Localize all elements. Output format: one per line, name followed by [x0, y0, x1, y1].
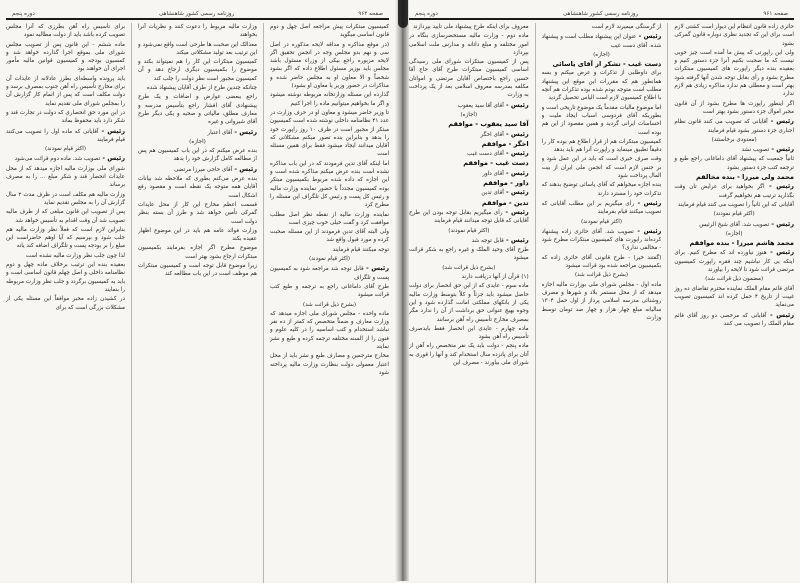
speaker-name: رئیس - [769, 145, 794, 154]
left-col-2 [138, 23, 257, 583]
right-page-header [409, 4, 794, 17]
column-divider [535, 23, 536, 583]
speaker-paragraph [138, 165, 257, 174]
speaker-paragraph [674, 248, 794, 274]
speech-text: آقای دست غیب [467, 151, 504, 158]
body-paragraph: توجه میکنند قیام فرمایند [332, 246, 389, 253]
body-paragraph: ولی این راپورتی که پیش ما آمده است چیز خوبی نیست که ما صحبت بکنیم آنرا جزء دستور کنیم و بعقیده بنده دیگر راپورت های کمیسیون مبتکرات مطرح بشود و رأی بقابل توجه شدن آنها گرفته شود بهتر است و معطلی هم ندارد مذاکره زیادی هم لازم ندارد [674, 49, 794, 98]
body-paragraph: بنده اجازه میخواهم که آقای یاسائی توضیح بدهند که تذکرات خود را مسترد دارند [541, 182, 662, 197]
right-col-2 [542, 23, 662, 583]
member-statement: دست غیب - تشکر از آقای یاسائی [552, 60, 662, 69]
speaker-paragraph [409, 208, 529, 226]
speaker-paragraph [409, 101, 529, 110]
speaker-paragraph [409, 130, 529, 139]
body-paragraph: طرح آقای وحید الملک و غیره راجع به شکر قرائت میشود [408, 247, 529, 262]
column-divider [131, 23, 132, 583]
speaker-name: رئیس - [502, 207, 529, 216]
left-gazette-title: روزنامه رسمی کشور شاهنشاهی [158, 11, 235, 17]
speaker-name: رئیس - [232, 164, 257, 173]
stage-direction: (اکثر قیام نمودند) [713, 211, 755, 218]
body-paragraph: اما اینکه آقای تدین فرمودند که در این باب مذاکره نشده است بنده عرض میکنم مذاکره شده است و این اجازه که داده شده مربوط بکمیسیون مبتکر بوده کمیسیون مجدداً با حضور نماینده وزارت مالیه و رئیس کل پست و رئیس کل تلگراف این مسئله را مطرح کرد [270, 160, 389, 209]
speech-text: تصویب شد. آقای شیخ الرئیس [699, 221, 770, 228]
speaker-paragraph [409, 236, 529, 245]
speaker-paragraph [6, 154, 125, 163]
ink-blot [398, 0, 408, 28]
speech-text: تصویب نشد [741, 147, 770, 154]
member-statement: دست غیب - موافقم [463, 159, 529, 168]
speaker-name: رئیس - [769, 219, 794, 228]
body-paragraph: باید پرونده واسطه‌ای بطرز عادلانه از عایدات آن برای مخارج تأسیس راه آهن جنوب بمصرف برسد و دولت مکلف است که پس از اتمام کار گزارش آن را بمجلس شورای ملی تقدیم نماید [6, 75, 125, 107]
speaker-paragraph [409, 169, 529, 178]
stage-direction: (اجازه) [593, 51, 610, 58]
body-paragraph: در کشیدن زاده محبر موافقاً این مسئله یکی از مشکلات بزرگی است که برای [6, 296, 125, 311]
body-paragraph: چنانکه چندین طرح از طرف آقایان پیشنهاد شده [146, 85, 257, 92]
member-statement: تدین - موافقم [481, 198, 529, 207]
speaker-paragraph [674, 182, 794, 200]
body-paragraph: کمیسیون مبتکرات هم از قرار اطلاع هم بوده کار را دقیقاً تطبیق مینماید و راپورت آنرا هم باید بدهد [541, 138, 662, 154]
speaker-name: رئیس - [766, 310, 794, 319]
body-paragraph: مخارج مترجمین و مصارف طبع و نشر باید از محل اعتبار معمولی دولت بنظارت وزارت مالیه پرداخته شود [270, 353, 389, 376]
stage-direction: (اجازه) [189, 138, 206, 145]
body-paragraph: از گرسنگی میمیرند لازم است [591, 24, 662, 30]
body-paragraph: وزارت مالیه مربوط را دعوت کنند و نظریات آنرا بخواهند [138, 24, 257, 39]
speaker-name: رئیس - [636, 32, 662, 41]
body-paragraph: ولی البته آقای تدین فرمودند از این مسئله صحبت کرده و مورد قبول واقع شد [270, 229, 389, 244]
body-paragraph: برای تأسیس راه آهن بطرزی که آنرا مجلس تصویب کرده باشد باید از دولت مطالبه نمود [6, 24, 125, 39]
speaker-paragraph [542, 199, 662, 217]
speaker-name: رئیس - [634, 198, 662, 207]
body-paragraph: (گفتند خیر) - طرح قانونی آقای حائری زاده که بکمیسیون مراجعه شده بود قرائت میشود [541, 254, 662, 270]
body-paragraph: نماینده وزارت مالیه از نقطه نظر اصل مطلب موافقت کرد و گفت خیلی خوب چیزی است [270, 211, 389, 226]
body-paragraph: (۱) قرآن از آنها دریافت دارند [461, 274, 529, 281]
speaker-name: رئیس - [503, 188, 529, 197]
member-statement: آقا سید یعقوب - موافقم [448, 120, 529, 129]
speaker-name: رئیس - [232, 127, 257, 136]
speech-text: آقایانی که مرخصی دو روز آقای قائم مقام الملک را تصویب می کنند [674, 312, 794, 327]
right-columns [409, 23, 794, 583]
body-paragraph: وقت صرف خیری است که باید در این عمل شود و بر جنس لازم است که انجمن ملی ایران از بیت المال پرداخت شود [541, 156, 662, 180]
stage-direction: (بشرح ذیل قرائت شد) [574, 272, 629, 279]
speech-text: آقای حاجی میرزا مرتضی [174, 166, 233, 173]
speaker-name: رئیس - [503, 100, 529, 109]
body-paragraph: وزارت فوائد عامه هم باید در این موضوع اظهار عقیده بکند [138, 227, 257, 243]
right-page-number: صفحه ۹۶۱ [763, 11, 788, 17]
left-col-3 [6, 23, 125, 583]
speech-text: قابل توجه شد مراجعه شود به کمیسیون پست و تلگراف [270, 266, 389, 281]
speaker-paragraph [6, 127, 125, 145]
body-paragraph: ماده اول - مجلس شورای ملی بوزارت مالیه اجازه میدهد که از محل مستمر بلاد و شهرها و مصرف روشنائی مدرسه اسلامی پرداز از اول حمل ۱۳۰۴ ساليانه مبلغ چهار هزار و چهار صد تومان توسط وزارت [541, 281, 662, 321]
stage-direction: (اجازه) [725, 230, 743, 237]
right-session-label: دوره پنجم [415, 11, 438, 17]
speaker-name: رئیس - [98, 126, 125, 135]
stage-direction: (اکثر قیام نمودند) [580, 218, 623, 225]
speech-text: رأی میگیریم بقابل توجه بودن این طرح آقایانی که قابل توجه میدانند قیام فرمایند [408, 209, 529, 225]
speech-text: رأی میگیریم بر این مطلب آقایانی که تصویب میکنند قیام بفرمایند [541, 200, 662, 216]
stage-direction: (بشرح ذیل قرائت شد) [302, 301, 357, 308]
body-paragraph: ماده ششم - این قانون پس از تصویب مجلس شورای ملی بموقع اجرا گذارده خواهد شد و کمسیون بودجه و کمیسیون قوانین مالیه مأمور اجرای آن خواهند بود [6, 41, 125, 73]
body-paragraph: معذالک این صحبت ها طرحی است واقع نمی‌شود و این ترتیب بعد تولید مشکلاتی میکند [138, 41, 257, 56]
body-paragraph: معروف برای اینکه طرح پیشنهاد ملی تایید بپردازند [413, 24, 529, 30]
speech-text: آقای آقا سید یعقوب [457, 102, 504, 109]
speech-text: هنوز نیاورده اند که مطرح کنیم. برای اینکه بی کار نباشیم چند فقره راپورت کمیسیون مرتضی قرائت شود تا لایحه را بیاورند [674, 250, 794, 274]
header-rule [6, 18, 389, 20]
speaker-name: رئیس - [363, 264, 389, 273]
speaker-name: رئیس - [633, 226, 662, 235]
speaker-paragraph [409, 188, 529, 197]
speaker-paragraph [674, 311, 794, 329]
member-statement: محمد ولی میرزا - بنده مخالفم [695, 173, 794, 182]
column-divider [263, 23, 264, 583]
speech-text: آقای اعتبار [207, 129, 233, 136]
left-page-header [6, 4, 389, 17]
right-gazette-title: روزنامه رسمی کشور شاهنشاهی [562, 11, 639, 17]
stage-direction: (اجازه) [460, 111, 478, 118]
member-statement: داور - موافقم [483, 179, 529, 188]
body-paragraph: بنده عرض میکنم که در این باب کمیسیون هم پس از مطالعه کامل گزارش خود را بدهد [138, 148, 257, 163]
body-paragraph: حائری زاده قانون انتظام این دیوار است کشتی لازم است برای این که تجدید نظری دوباره قانون گمرکی بشود [674, 24, 794, 47]
speech-text: قابل توجه شد [471, 237, 504, 244]
speaker-paragraph [542, 32, 662, 50]
speaker-name: رئیس - [100, 154, 125, 163]
body-paragraph: پس از تصویب این قانون مبلغی که از طرف مالیه تصویب شد آن وقت اقدام به تأسیس خواهد شد [6, 209, 125, 224]
stage-direction: (بشرح ذیل قرائت شد) [442, 264, 496, 271]
speaker-name: رئیس - [503, 168, 529, 177]
body-paragraph: موضوع مطرح اگر اجازه بفرمایند بکمیسیون مبتکرات ارجاع بشود بهتر است [138, 245, 257, 260]
member-statement: اخگر - موافقم [481, 139, 529, 148]
speaker-name: رئیس - [503, 149, 529, 158]
speech-text: تصویب شد. ماده دوم قرائت می‌شود [14, 156, 101, 163]
stage-direction: (اکثر قیام نمودند) [448, 227, 490, 234]
speaker-paragraph [270, 264, 389, 282]
member-statement: محمد هاشم میرزا - بنده موافقم [689, 239, 794, 248]
speaker-name: رئیس - [503, 129, 529, 138]
right-page [397, 0, 800, 581]
body-paragraph: (در موقع مذاکره و مداقه لایحه مذکوره در اصل سی و نهم بدو مجلس وجه در انجمن تحقیق اگر لایحه مزبوره راجع بیکی از وزراء مسئول باشد مجلس باید بوزیر مسئول اطلاع داده که اگر بشود شخصاً و الا معاون او به مجلس حاضر شده و مذاکرات در حضور وزیر یا معاون او بشود) [270, 41, 389, 90]
body-paragraph: اگر اینطور راپورت ها مطرح بشود از آن قانون مجبر اموال جزء دستور بشود بهتر است [674, 100, 794, 115]
speech-text: آقایانی که ماده اول را تصویب می‌کنند قیام فرمایند [6, 128, 125, 143]
body-paragraph: ماده چهارم - عایدی این انحصار فقط بایدصرف تأسیس راه آهن بشود [408, 325, 529, 341]
body-paragraph: گذارده این مسئله وزارتخانه مربوطه نوشته میشود و اگر ما بخواهیم میتوانیم ماده را اجرا کنیم [270, 92, 389, 107]
body-paragraph: بنده عرض می‌کنم بطوری که ملاحظه شد بیانات آقایان همه متوجه یک نقطه است و مقصود رفع اشکال است [138, 176, 257, 199]
body-paragraph: آقای قائم مقام الملک نماینده محترم تقاضای ده روز غیبت از تاریخ ۴ حمل کرده اند کمیسیون تصویب می‌نماید [674, 285, 794, 309]
speech-text: آقای تدین [481, 190, 504, 197]
body-paragraph: کمیسیون مبتکرات پیش مراجعه اصل چهل و دوم قانون اساسی میگوید [270, 24, 389, 39]
speaker-paragraph [674, 117, 794, 135]
speaker-paragraph [674, 220, 794, 229]
right-col-1 [674, 23, 794, 583]
body-paragraph: بنابراین لازم است که فعلاً نظر وزارت مالیه هم جلب شود و بپرسیم که آیا اوهم حاضراست این مبلغ را بر بودجه پست و تلگراف اضافه کند یانه [6, 226, 125, 250]
body-paragraph: راجع ببعضی عوارض و اضافات و یک طرح پیشنهادی آقای افشار راجع بتأسیس مدرسه و معارف مطلق، مالیاتی و صحیه و یکی دیگر طرح آقای شیروانی و غیره [138, 94, 257, 126]
column-divider [667, 23, 668, 583]
left-columns [6, 23, 389, 583]
speaker-paragraph [542, 227, 662, 253]
header-rule [409, 18, 794, 20]
body-paragraph: قسمت اعظم مخارج این کار از محل عایدات گمرکی تأمین خواهد شد و طرز آن بسته بنظر دولت است [138, 201, 257, 225]
stage-direction: (اکثر قیام نمودند) [308, 256, 351, 263]
speaker-name: رئیس - [764, 182, 794, 191]
body-paragraph: طرح آقای داماغانی راجع به ترجمه و طبع کتب قرائت میشود [270, 283, 389, 299]
stage-direction: (اکثر قیام نمودند) [44, 146, 87, 153]
stage-direction: (معدودی برخاستند) [711, 136, 757, 143]
speech-text: اگر بخواهید برای عرایض تان وقت بگذارید ترتیب هم نخواهیم گرفت [674, 184, 794, 199]
speech-text: آقای اخگر [480, 131, 504, 138]
speech-text: تصویب شد. آقای حائری زاده پیشنهاد کرده‌اند راپورت های کمیسیون مبتکرات مطرح شود - مخالفی نداری؟ [541, 228, 662, 252]
speaker-name: رئیس - [767, 117, 794, 126]
speaker-name: رئیس - [766, 248, 794, 257]
body-paragraph: آقایانی که این ثانیاً را تصویب می کنند قیام فرمایند [677, 201, 794, 208]
body-paragraph: پس از کمیسیون مبتکرات شورای ملی رسیدگی اساسی کمیسیون مبتکرات طرح آقای حاج آقا حسین راجع باختصاص آقایان مرتضی و امواتان مکلفه بمدرسه معروف اسلامی بعد از یک پرداخت به وزارت [408, 59, 529, 99]
body-paragraph: زیرا موضوع قابل توجه است و کمیسیون مبتکرات هم موظف است در این باب مطالعه کند [138, 263, 257, 278]
speech-text: آقایانی که تصویب می کنند قانون نظام اجباری جزء دستور بشود قیام فرمایند [674, 119, 794, 134]
body-paragraph: ماده واحده - مجلس شورای ملی اجازه میدهد که وزارت معارف و ضمناً متخصص که کمتر از ده نفر نباشد استخدام و کتب اساسیه را در کلیه علوم و فنون را از السنه مختلفه ترجمه کرده و طبع و نشر نمایند [270, 310, 389, 350]
body-paragraph: ماده دوم - وزارت مالیه مستحضرسازی بنگاه در امور مختلفه و مبلغ داتانه و مدارس ملت اسلامی بپردازد [408, 33, 529, 56]
body-paragraph: اما موضوع مالیات مقدماً یک موضوع تاریخی است و بطوریکه آقای فردوسی اسباب ایجاد ملیت و احساسات ایرانی گردید و همین مقصود از این هم بوده است [541, 104, 662, 136]
speech-text: آقای داور [482, 170, 504, 177]
body-paragraph: ثانیاً جمعیت که پیشنهاد آقای داماغانی راجع طبع و ترجمه کتب جزء دستور بشود [674, 156, 794, 171]
speaker-paragraph [674, 145, 794, 154]
left-session-label: دوره پنجم [12, 11, 35, 17]
body-paragraph: تا وزیر حاضر میشود و معاون او در حرف وزارت در عدد ۴۱ نظامنامه داخلی نوشته شده است کمیسیون مبتکر از مجبور است در ظرف ۱۰ روز راپورت خود را بدهد و بنابراین بنده تصور میکنم مشکلاتی که آقایان میدانند ایجاد میشود فقط برای همین مسئله است [270, 109, 389, 158]
speaker-name: رئیس - [503, 235, 529, 244]
body-paragraph: کمیسیون مبتکرات این کار را هم نمیتواند بکند و موضوع را بکمیسیون دیگری ارجاع دهد و آن کمیسیون مجبور است نظر دولت را جلب کند [138, 59, 257, 82]
right-col-3 [409, 23, 529, 583]
body-paragraph: لذا چون جلب نظر وزارت مالیه نشده است [25, 252, 125, 259]
body-paragraph: در این مورد حق انحصاری که دولت در تجارت قند و شکر دارد باید محفوظ بماند [6, 109, 125, 125]
left-page-number: صفحه ۹۶۲ [358, 11, 383, 17]
body-paragraph: ماده سوم - عایدی که از این حق انحصار برای دولت حاصل میشود باید جزئاً و کلاً بتوسط وزارت مالیه یکی از بانکهای مملکتی امانت گذارده شود و این وجوه بهیچ عنوانی حق برداشت از آن را ندارد مگر بمصرف مخارج تأسیس راه آهن برسانند [408, 283, 529, 323]
speech-text: عنوان این پیشنهاد مطلب است و پیشنهاد شده. آقای دست غیب [541, 34, 662, 49]
left-col-1 [270, 23, 389, 583]
body-paragraph: ماده پنجم - دولت باید یک نفر متخصص راه آهن از آتان برای پانزده سال استخدام کند و آنها را قوری به شورای ملی بیاورند - مصرف این [408, 343, 529, 366]
stage-direction: (مضمون ذیل قرائت شد) [705, 276, 764, 283]
body-paragraph: وزارت مالیه هم مکلف است در ظرف مدت ۲ سال گزارش آن را به مجلس تقدیم نماید [6, 191, 125, 206]
speaker-paragraph [409, 149, 529, 158]
body-paragraph: شورای ملی بوزارت مالیه اجازه میدهد که از محل عایدات انحصار قند و شکر مبلغ ... را به مصرف برساند [6, 165, 125, 189]
body-paragraph: برای داوطلبی از تذکرات و عرض میکنم و بسه همانطور هم که مقررات این موقع این پیشنهاد مطلب است متوجه بودم شده بوده تذکرات هم آنچه با اطلاع کمیسیون لازم است الیاس تحصیل گردید [541, 70, 662, 102]
left-page [0, 0, 397, 581]
speaker-paragraph [138, 128, 257, 137]
body-paragraph: بعقیده بنده این ترتیب برخلاف ماده چهل و دوم نظامنامه داخلی و اصل چهلم قانون اساسی است و باید به کمیسیون برگردد و جلب نظر وزارت مربوطه را بنمایند [6, 262, 125, 293]
